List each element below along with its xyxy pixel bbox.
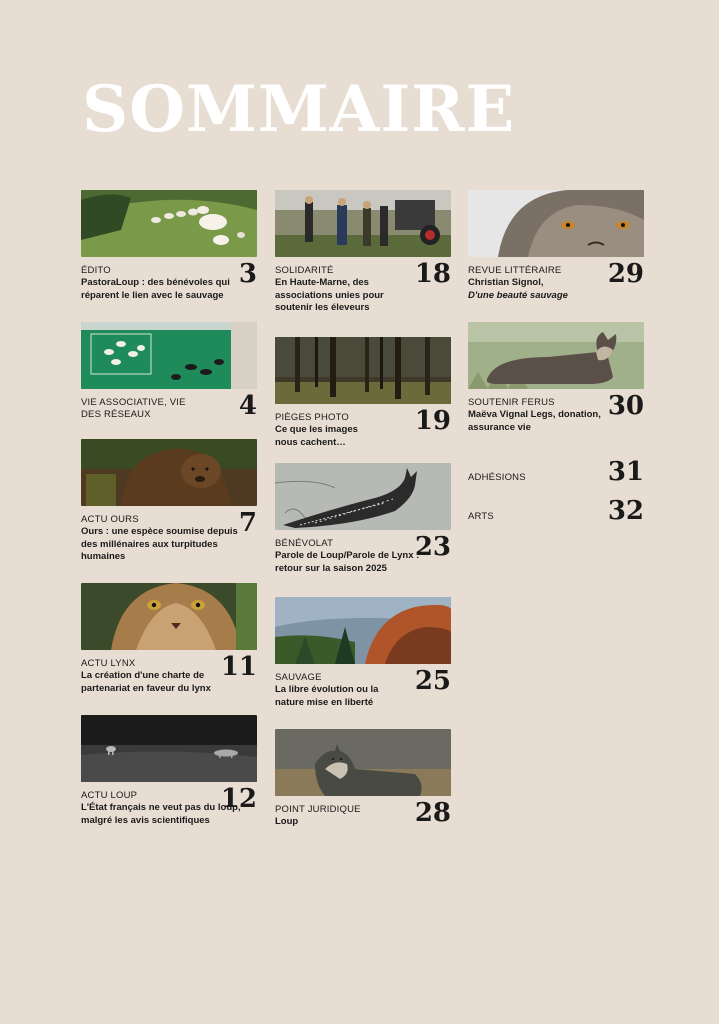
entry-description: En Haute-Marne, des associations unies pour soutenir les éleveurs	[275, 277, 384, 313]
section-label: ACTU LOUP	[81, 790, 138, 801]
section-label: PIÈGES PHOTO	[275, 412, 350, 423]
lynx-drawing-photo	[275, 463, 451, 530]
page-number: 30	[607, 391, 644, 421]
toc-entry-pieges-photo[interactable]	[275, 337, 451, 449]
entry-book-title: D'une beauté sauvage	[468, 289, 568, 301]
section-label: BÉNÉVOLAT	[275, 538, 334, 549]
night-camera-photo	[81, 715, 257, 782]
page-number: 18	[414, 259, 451, 289]
entry-description: Maëva Vignal Legs, donation, assurance vie	[468, 409, 601, 433]
section-label: ÉDITO	[81, 265, 111, 276]
wolf-eyes-photo	[468, 190, 644, 257]
entry-author: Christian Signol,	[468, 277, 544, 288]
page-number: 7	[238, 508, 257, 538]
page-title: SOMMAIRE	[82, 72, 516, 147]
entry-description: Loup	[275, 816, 299, 827]
entry-description: La création d'une charte de partenariat en faveur du lynx	[81, 670, 211, 694]
toc-entry-arts[interactable]	[468, 496, 644, 526]
toc-entry-benevolat[interactable]	[275, 463, 451, 575]
entry-description: Ours : une espèce soumise depuis des millénaires aux turpitudes humaines	[81, 526, 238, 562]
page-number: 31	[607, 457, 644, 487]
section-label: VIE ASSOCIATIVE, VIE DES RÉSEAUX	[81, 397, 186, 420]
page-number: 28	[414, 798, 451, 828]
page-number: 4	[238, 391, 257, 421]
toc-entry-revue-litteraire[interactable]	[468, 190, 644, 302]
autumn-valley-photo	[275, 597, 451, 664]
section-label: ACTU LYNX	[81, 658, 136, 669]
volunteers-tractor-photo	[275, 190, 451, 257]
lynx-face-photo	[81, 583, 257, 650]
section-label: REVUE LITTÉRAIRE	[468, 265, 562, 276]
page-number: 29	[607, 259, 644, 289]
toc-entry-vie-associative[interactable]	[81, 322, 257, 421]
page-number: 32	[607, 496, 644, 526]
entry-description: PastoraLoup : des bénévoles qui réparent le lien avec le sauvage	[81, 277, 230, 301]
page-number: 25	[414, 666, 451, 696]
page-number: 11	[220, 652, 257, 682]
section-label: SAUVAGE	[275, 672, 322, 683]
page-number: 3	[238, 259, 257, 289]
toc-entry-actu-lynx[interactable]	[81, 583, 257, 695]
page-number: 12	[220, 784, 257, 814]
farm-model-photo	[81, 322, 257, 389]
toc-entry-actu-ours[interactable]	[81, 439, 257, 564]
section-label: ARTS	[468, 511, 494, 522]
forest-photo	[275, 337, 451, 404]
wolf-standing-photo	[275, 729, 451, 796]
wolf-grass-photo	[468, 322, 644, 389]
toc-entry-soutenir-ferus[interactable]	[468, 322, 644, 434]
toc-entry-point-juridique[interactable]	[275, 729, 451, 829]
section-label: SOUTENIR FERUS	[468, 397, 555, 408]
entry-description: L'État français ne veut pas du loup, malgré les avis scientifiques	[81, 802, 241, 826]
section-label: ACTU OURS	[81, 514, 139, 525]
section-label: SOLIDARITÉ	[275, 265, 334, 276]
entry-description: Parole de Loup/Parole de Lynx : retour sur la saison 2025	[275, 550, 420, 574]
page-number: 23	[414, 532, 451, 562]
sheep-with-dog-photo	[81, 190, 257, 257]
toc-entry-actu-loup[interactable]	[81, 715, 257, 827]
section-label: ADHÉSIONS	[468, 472, 526, 483]
toc-entry-sauvage[interactable]	[275, 597, 451, 709]
toc-entry-edito[interactable]	[81, 190, 257, 302]
page-number: 19	[414, 406, 451, 436]
entry-description: La libre évolution ou la nature mise en liberté	[275, 684, 379, 708]
section-label: POINT JURIDIQUE	[275, 804, 361, 815]
toc-entry-adhesions[interactable]	[468, 457, 644, 487]
toc-entry-solidarite[interactable]	[275, 190, 451, 315]
entry-description: Ce que les images nous cachent…	[275, 424, 358, 448]
brown-bear-photo	[81, 439, 257, 506]
